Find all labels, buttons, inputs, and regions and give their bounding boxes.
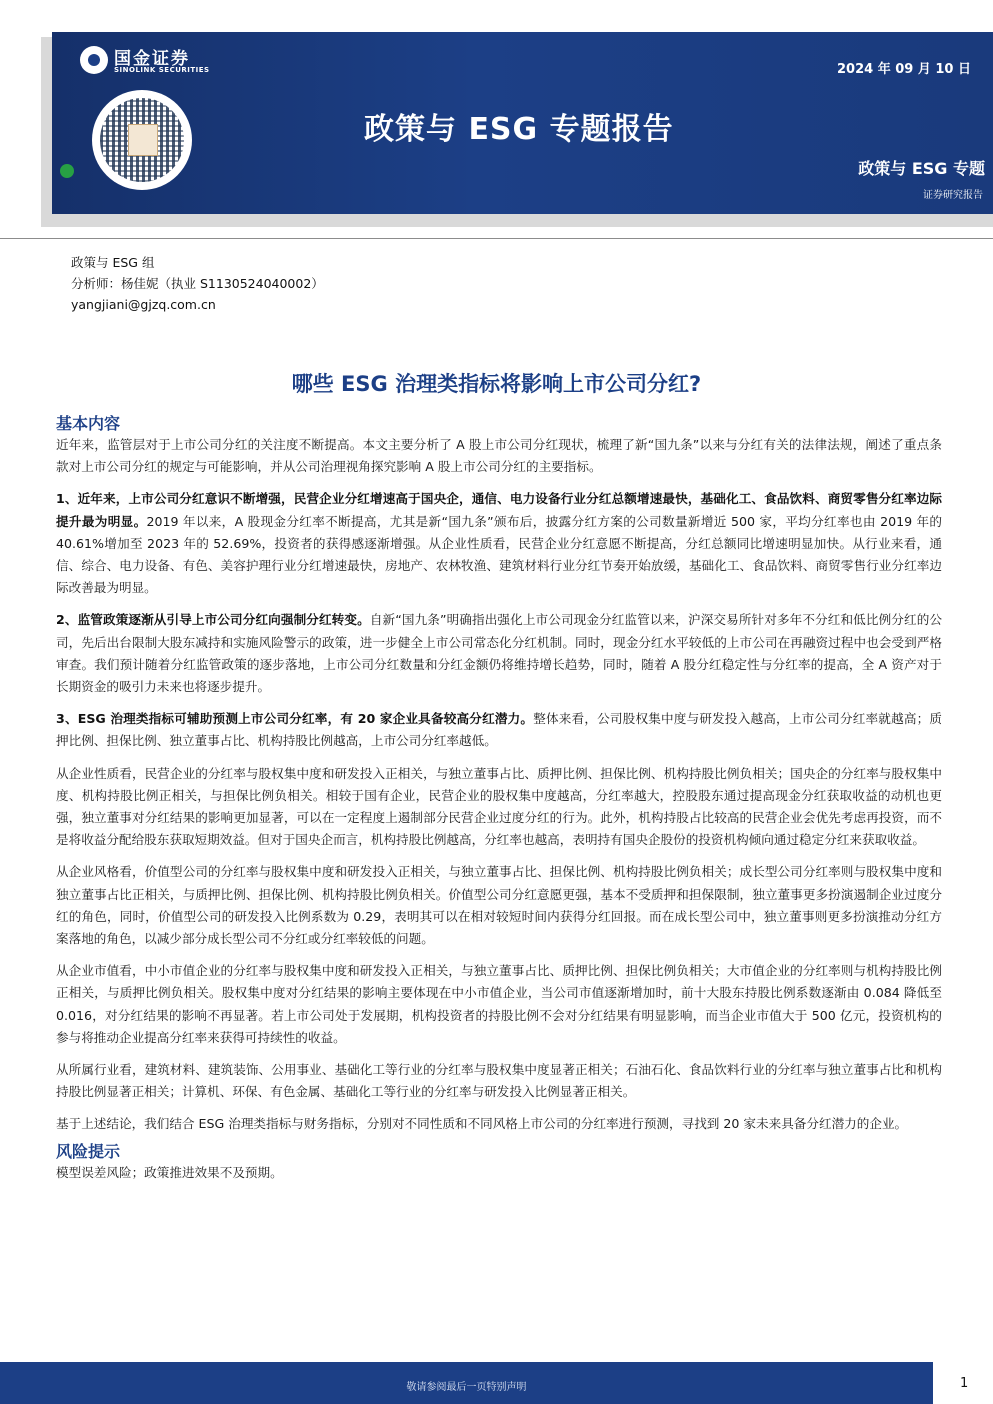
- risk-paragraph: 模型误差风险；政策推进效果不及预期。: [56, 1164, 283, 1180]
- analyst-name: 分析师：杨佳妮（执业 S1130524040002）: [71, 276, 324, 291]
- section-heading-risk: 风险提示: [56, 1141, 121, 1161]
- report-date: 2024 年 09 月 10 日: [837, 62, 971, 77]
- point-1-paragraph: [56, 488, 942, 599]
- page-number: 1: [960, 1376, 969, 1391]
- sinolink-logo-icon: [80, 46, 108, 74]
- point-1-lead: 1、近年来，上市公司分红意识不断增强，民营企业分红增速高于国央企，通信、电力设备行业分红总额增速最快，基础化工、食品饮料、商贸零售分红率边际提升最为明显。: [56, 491, 942, 529]
- report-category: 政策与 ESG 专题: [858, 159, 985, 178]
- header-divider: [0, 238, 993, 239]
- article-title: 哪些 ESG 治理类指标将影响上市公司分红?: [291, 372, 702, 396]
- intro-paragraph: 近年来，监管层对于上市公司分红的关注度不断提高。本文主要分析了 A 股上市公司分红现状，梳理了新“国九条”以来与分红有关的法律法规，阐述了重点条款对上市公司分红的规定与可能影响，并从公司治理视角探究影响 A 股上市公司分红的主要指标。: [56, 437, 942, 475]
- point-3-paragraph: [56, 708, 942, 752]
- footer-disclaimer: 敬请参阅最后一页特别声明: [406, 1382, 527, 1393]
- point-1-text: 2019 年以来，A 股现金分红率不断提高，尤其是新“国九条”颁布后，披露分红方案的公司数量新增近 500 家，平均分红率也由 2019 年的 40.61%增加至 2023 年的 52.69%，投资者的获得感逐渐增强。从企业性质看，民营企业分红意愿不断提高，分红总额同比增速明显加快。从行业来看，通信、综合、电力设备、有色、美容护理行业分红增速最快，房地产、农林牧渔、建筑材料行业分红节奏开始放缓，基础化工、食品饮料、商贸零售行业分红率边际改善最为明显。: [56, 513, 942, 596]
- report-body: [56, 414, 942, 1184]
- market-cap-paragraph: 从企业市值看，中小市值企业的分红率与股权集中度和研发投入正相关，与独立董事占比、质押比例、担保比例负相关；大市值企业的分红率则与机构持股比例正相关，与质押比例负相关。股权集中度对分红结果的影响主要体现在中小市值企业，当公司市值逐渐增加时，前十大股东持股比例系数逐渐由 0.084 降低至 0.016，对分红结果的影响不再显著。若上市公司处于发展期，机构投资者的持股比例不会对分红结果有明显影响，而当企业市值大于 500 亿元，投资机构的参与将推动企业提高分红率来获得可持续性的收益。: [56, 963, 942, 1045]
- logo-text-en: SINOLINK SECURITIES: [114, 66, 210, 74]
- point-2-paragraph: [56, 609, 942, 698]
- logo-text-cn: 国金证券: [114, 49, 190, 69]
- section-heading-summary: 基本内容: [56, 414, 121, 433]
- analyst-block: [71, 252, 324, 315]
- point-3-lead: 3、ESG 治理类指标可辅助预测上市公司分红率，有 20 家企业具备较高分红潜力。: [56, 711, 534, 727]
- wechat-mini-program-icon: [60, 164, 74, 178]
- style-paragraph: 从企业风格看，价值型公司的分红率与股权集中度和研发投入正相关，与独立董事占比、担保比例、机构持股比例负相关；成长型公司分红率则与股权集中度和独立董事占比正相关，与质押比例、担保比例、机构持股比例负相关。价值型公司分红意愿更强，基本不受质押和担保限制，独立董事更多扮演遏制企业过度分红的角色，同时，价值型公司的研发投入比例系数为 0.29，表明其可以在相对较短时间内获得分红回报。而在成长型公司中，独立董事则更多扮演推动分红方案落地的角色，以减少部分成长型公司不分红或分红率较低的问题。: [56, 864, 942, 947]
- industry-paragraph: 从所属行业看，建筑材料、建筑装饰、公用事业、基础化工等行业的分红率与股权集中度显著正相关；石油石化、食品饮料行业的分红率与独立董事占比和机构持股比例显著正相关；计算机、环保、有色金属、基础化工等行业的分红率与研发投入比例显著正相关。: [56, 1062, 942, 1100]
- qr-code-icon: [92, 90, 192, 190]
- ownership-paragraph: 从企业性质看，民营企业的分红率与股权集中度和研发投入正相关，与独立董事占比、质押比例、担保比例、机构持股比例负相关；国央企的分红率与股权集中度、机构持股比例正相关，与担保比例负相关。相较于国有企业，民营企业的股权集中度越高，分红率越大，控股股东通过提高现金分红获取收益的动机也更强，独立董事对分红结果的影响更加显著，可以在一定程度上遏制部分民营企业过度分红的行为。此外，机构持股占比较高的民营企业会优先考虑再投资，而不是将收益分配给股东获取短期效益。但对于国央企而言，机构持股比例越高，分红率也越高，表明持有国央企股份的投资机构倾向通过稳定分红来获取收益。: [56, 765, 942, 848]
- analyst-email[interactable]: yangjiani@gjzq.com.cn: [71, 297, 216, 312]
- conclusion-paragraph: 基于上述结论，我们结合 ESG 治理类指标与财务指标，分别对不同性质和不同风格上市公司的分红率进行预测，寻找到 20 家未来具备分红潜力的企业。: [56, 1116, 908, 1132]
- point-2-lead: 2、监管政策逐渐从引导上市公司分红向强制分红转变。: [56, 612, 370, 628]
- point-2-text: 自新“国九条”明确指出强化上市公司现金分红监管以来，沪深交易所针对多年不分红和低比例分红的公司，先后出台限制大股东减持和实施风险警示的政策，进一步健全上市公司常态化分红机制。同时，现金分红水平较低的上市公司在再融资过程中也会受到严格审查。我们预计随着分红监管政策的逐步落地，上市公司分红数量和分红金额仍将维持增长趋势，同时，随着 A 股分红稳定性与分红率的提高，全 A 资产对于长期资金的吸引力未来也将逐步提升。: [56, 612, 942, 695]
- report-title: 政策与 ESG 专题报告: [364, 112, 674, 147]
- analyst-group: 政策与 ESG 组: [71, 255, 155, 270]
- point-3-text: 整体来看，公司股权集中度与研发投入越高，上市公司分红率就越高；质押比例、担保比例、独立董事占比、机构持股比例越高，上市公司分红率越低。: [56, 711, 943, 749]
- report-type: 证券研究报告: [923, 190, 983, 201]
